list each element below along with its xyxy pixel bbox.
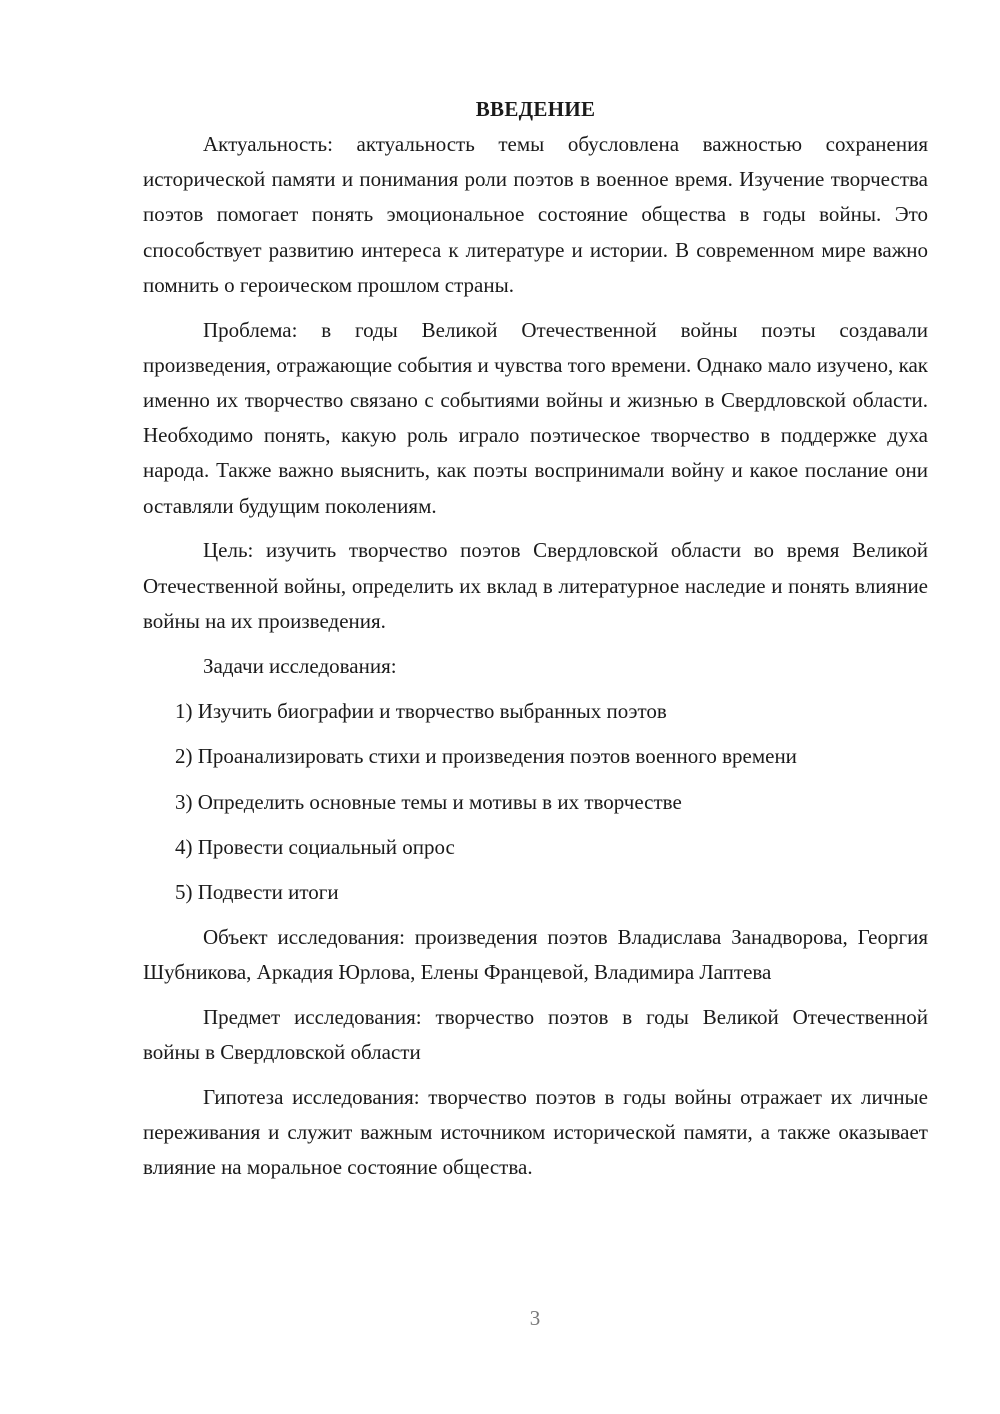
paragraph-subject: Предмет исследования: творчество поэтов в годы Великой Отечественной войны в Свердловской области [143,1004,928,1065]
paragraph-hypothesis: Гипотеза исследования: творчество поэтов в годы войны отражает их личные переживания и служит важным источником исторической памяти, а также оказывает влияние на моральное состояние общества. [143,1084,928,1180]
task-item-1: 1) Изучить биографии и творчество выбранных поэтов [175,699,667,724]
task-item-3: 3) Определить основные темы и мотивы в их творчестве [175,789,682,814]
task-item-2: 2) Проанализировать стихи и произведения поэтов военного времени [175,744,797,769]
paragraph-goal: Цель: изучить творчество поэтов Свердловской области во время Великой Отечественной войны, определить их вклад в литературное наследие и понять влияние войны на их произведения. [143,538,928,633]
paragraph-problem: Проблема: в годы Великой Отечественной войны поэты создавали произведения, отражающие события и чувства того времени. Однако мало изучено, как именно их творчество связано с событиями войны и жизнью в Свердловской области. Необходимо понять, какую роль играло поэтическое творчество в поддержке духа народа. Также важно выяснить, как поэты воспринимали войну и какое послание они оставляли будущим поколениям. [143,317,928,518]
tasks-heading: Задачи исследования: [203,654,397,679]
task-list [143,694,928,910]
page-title: ВВЕДЕНИЕ [475,97,596,121]
task-item-4: 4) Провести социальный опрос [175,834,455,859]
paragraph-object: Объект исследования: произведения поэтов Владислава Занадворова, Георгия Шубникова, Аркадия Юрлова, Елены Францевой, Владимира Лаптева [143,924,928,985]
task-item-5: 5) Подвести итоги [175,880,339,905]
page-number: 3 [529,1306,541,1330]
document-page [143,92,928,1185]
paragraph-relevance: Актуальность: актуальность темы обусловлена важностью сохранения исторической памяти и понимания роли поэтов в военное время. Изучение творчества поэтов помогает понять эмоциональное состояние общества в годы войны. Это способствует развитию интереса к литературе и истории. В современном мире важно помнить о героическом прошлом страны. [143,132,928,297]
